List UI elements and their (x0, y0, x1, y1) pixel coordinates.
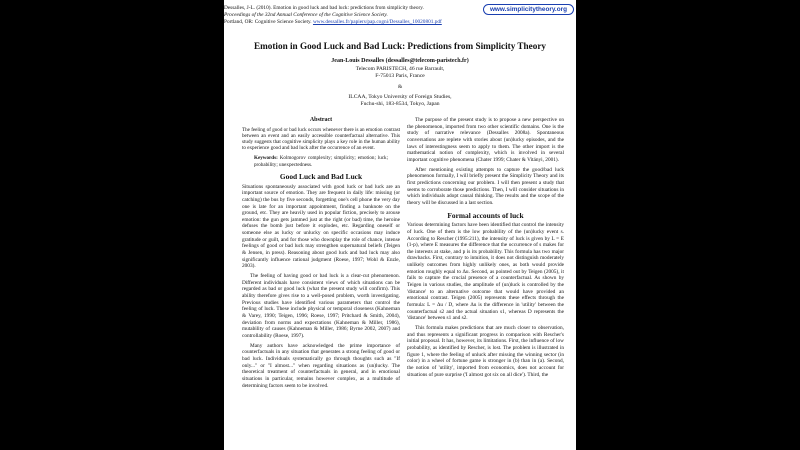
abstract-text: The feeling of good or bad luck occurs whenever there is an emotion contrast between an event and an easily accessible counterfactual alternative. This study suggests that cognitive simplicity plays a key role in the human ability to experience good and bad luck after the occurrence of an event. (242, 126, 400, 152)
paragraph: The feeling of having good or bad luck is a clear-cut phenomenon. Different individuals have consistent views of which situations can be regarded as bad or good luck (what the present study will confirm). This ability therefore gives rise to a well-posed problem, worth investigating. Previous studies have identified various parameters that control the feeling of luck. These include physical or temporal closeness (Kahneman & Varey, 1990; Teigen, 1996; Roese, 1997; Pritchard & Smith, 2004), deviation from norms and expectations (Kahneman & Miller, 1986), mutability of causes (Kahneman & Miller, 1986; Byrne 2002, 2007) and controllability (Roese, 1997). (242, 273, 400, 339)
affiliation-line: Telecom PARISTECH, 46 rue Barrault, (355, 66, 445, 72)
paragraph: This formula makes predictions that are much closer to observation, and thus represents a significant progress in comparison with Rescher's initial proposal. It has, however, its limitations. First, the influence of low probability, as identified by Rescher, is lost. The problem is illustrated in figure 1, where the feeling of unluck after missing the winning sector (in color) in a wheel of fortune game is stronger in (b) than in (a). Second, the notion of 'utility', imported from economics, does not account for situations of pure surprise ('I almost got six on all dice'). Third, the (407, 325, 564, 378)
site-badge-link[interactable]: www.simplicitytheory.org (483, 4, 574, 15)
affiliation-line: ILCAA, Tokyo University of Foreign Studies, (348, 94, 452, 100)
right-column (407, 117, 564, 378)
paper-title: Emotion in Good Luck and Bad Luck: Predictions from Simplicity Theory (254, 41, 546, 51)
keywords (254, 155, 388, 167)
paper-url-link[interactable]: www.dessalles.fr/papiers/pap.cogni/Dessalles_10020801.pdf (312, 19, 442, 26)
keywords-text: Kolmogorov complexity; simplicity; emotion; luck; probability; unexpectedness. (254, 155, 388, 168)
affiliation-line: Fuchu-shi, 183-8534, Tokyo, Japan (360, 100, 440, 107)
paragraph: After mentioning existing attempts to capture the good/bad luck phenomenon formally, I will briefly present the Simplicity Theory and its first predictions concerning our problem. I will then present a study that seems to corroborate those predictions. Then, I will consider situations in which individuals adopt causal thinking. The results and the scope of the theory will be discussed in a last section. (407, 166, 564, 206)
abstract-heading: Abstract (309, 117, 333, 123)
proceedings-line: Proceedings of the 32nd Annual Conference of the Cognitive Science Society. (224, 12, 388, 19)
affiliation-separator: & (397, 83, 403, 90)
affiliation-line: F-75013 Paris, France (375, 72, 425, 79)
publisher-line (224, 19, 484, 26)
citation-header (224, 5, 484, 27)
section-heading-good-luck: Good Luck and Bad Luck (279, 171, 363, 181)
affiliation-2 (224, 94, 576, 108)
publisher-text: Portland, OR: Cognitive Science Society. (224, 19, 312, 26)
left-column (242, 117, 400, 389)
paragraph: Various determining factors have been identified that control the intensity of luck. One of them is the low probability of the (un)lucky event s. According to Rescher (1995:211), the intensity of luck is given by L = E (1-p), where E measures the difference that the occurrence of s makes for the interests at stake, and p is its probability. This formula has two major drawbacks. First, contrary to intuition, it does not distinguish moderately unlikely outcomes from highly unlikely ones, as both would provide emotion roughly equal to Δu. Second, as pointed out by Teigen (2005), it fails to capture the crucial presence of a counterfactual. As shown by Teigen in various studies, the amplitude of (un)luck is controlled by the 'distance' to an alternative outcome that would have provided an emotional contrast. Teigen (2005) represents these effects through the formula: L = Δu / D, where Δu is the difference in 'utility' between the counterfactual s2 and the actual situation s1, whereas D represents the 'distance' between s1 and s2. (407, 222, 564, 322)
citation-line: Dessalles, J-L. (2010). Emotion in good luck and bad luck: predictions from simplicity theory. (224, 5, 424, 11)
paragraph: The purpose of the present study is to propose a new perspective on the phenomenon, imported from two other scientific domains. One is the study of narrative relevance (Dessalles 2008a). Spontaneous conversations are replete with stories about (un)lucky episodes, and the laws of interestingness seem to apply to them. The other import is the mathematical notion of complexity, which is involved in several important cognitive phenomena (Chater 1999; Chater & Vitányi, 2001). (407, 117, 564, 163)
author-line: Jean-Louis Dessalles (dessalles@telecom-paristech.fr) (331, 58, 469, 64)
paper-page (224, 0, 576, 450)
paragraph: Situations spontaneously associated with good luck or bad luck are an important source of emotion. They are frequent in daily life: missing (or catching) the bus by five seconds, forgetting one's cell phone the very day one is late for an important appointment, finding a banknote on the ground, etc. They are heavily used in popular fiction, precisely to arouse emotion: the gun gets jammed just at the right (or bad) time, the heroine defuses the bomb just before it explodes, etc. Regarding oneself or someone else as lucky or unlucky on specific occasions may induce gratitude or guilt, and for those who downplay the role of chance, intense feelings of good or bad luck may strengthen supernatural beliefs (Teigen & Jensen, in press). Reasoning about good luck and bad luck may also significantly influence rational judgment (Roese, 1997; Wohl & Enzle, 2003). (242, 183, 400, 270)
section-heading-formal-accounts: Formal accounts of luck (447, 210, 524, 220)
paragraph: Many authors have acknowledged the prime importance of counterfactuals in any situation that generates a strong feeling of good or bad luck. Individuals systematically go through thoughts such as "If only..." or "I almost..." when regarding situations as (un)lucky. The theoretical treatment of counterfactuals in general, and in emotional situations in particular, remains however complex, as a multitude of determining factors seem to be involved. (242, 342, 400, 389)
keywords-label: Keywords: (254, 155, 278, 162)
affiliation-1 (224, 66, 576, 90)
